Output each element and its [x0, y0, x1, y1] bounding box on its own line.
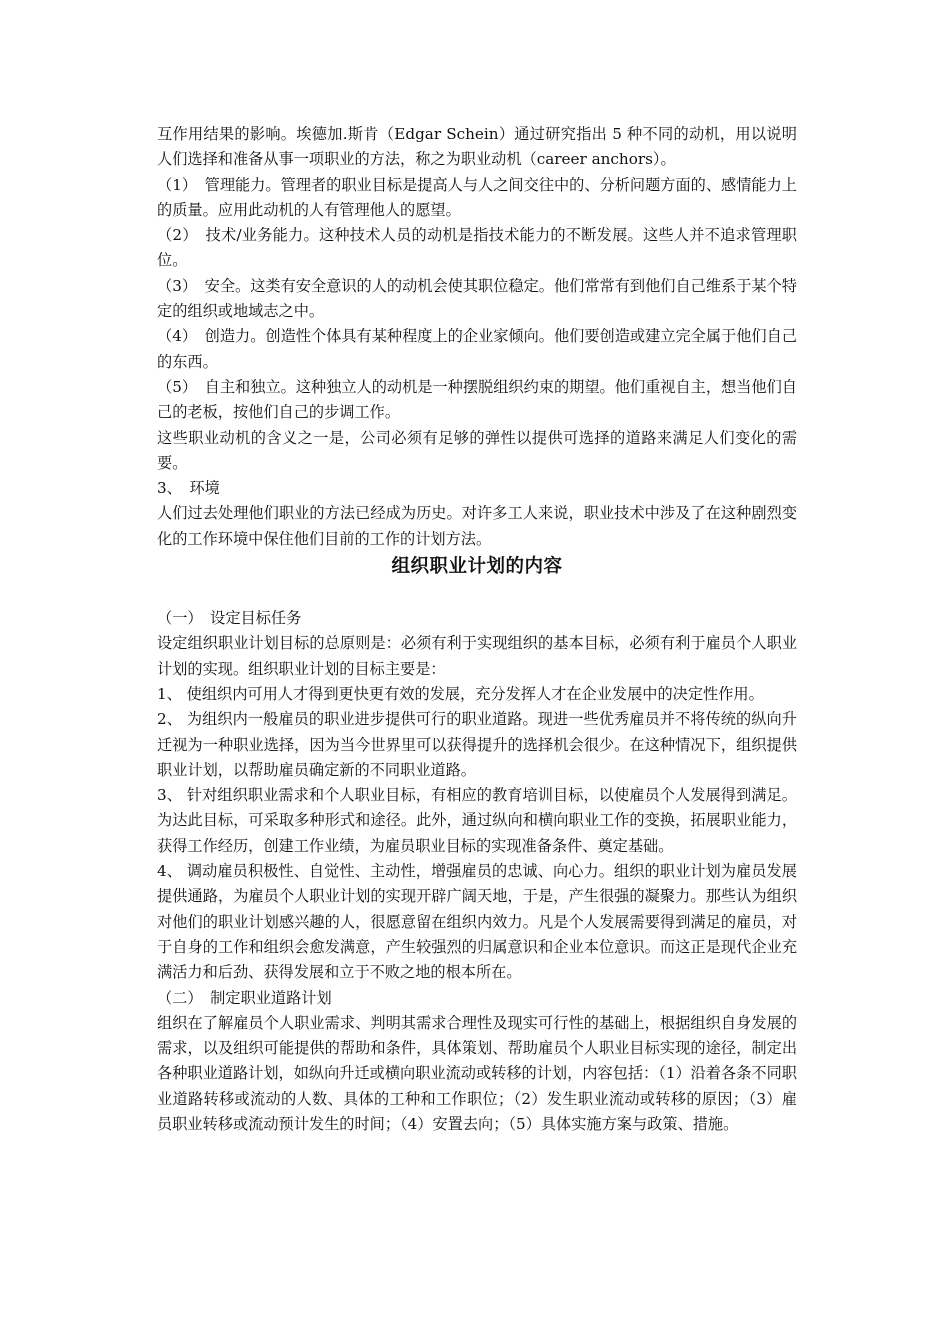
section-heading: 组织职业计划的内容 [391, 556, 563, 578]
paragraph: 组织在了解雇员个人职业需求、判明其需求合理性及现实可行性的基础上，根据组织自身发展的需求，以及组织可能提供的帮助和条件，具体策划、帮助雇员个人职业目标实现的途径，制定出各种职业道路计划，如纵向升迁或横向职业流动或转移的计划，内容包括：（1）沿着各条不同职业道路转移或流动的人数、具体的工种和工作职位；（2）发生职业流动或转移的原因；（3）雇员职业转移或流动预计发生的时间；（4）安置去向；（5）具体实施方案与政策、措施。 [157, 1013, 797, 1133]
paragraph: 这些职业动机的含义之一是，公司必须有足够的弹性以提供可选择的道路来满足人们变化的需要。 [157, 428, 797, 472]
paragraph: 设定组织职业计划目标的总原则是：必须有利于实现组织的基本目标，必须有利于雇员个人职业计划的实现。组织职业计划的目标主要是： [157, 634, 797, 678]
section-label: 3、 环境 [157, 479, 220, 498]
paragraph: 人们过去处理他们职业的方法已经成为历史。对许多工人来说，职业技术中涉及了在这种剧烈变化的工作环境中保住他们目前的工作的计划方法。 [157, 504, 797, 548]
subsection-heading: （一） 设定目标任务 [157, 609, 302, 628]
list-item: 3、 针对组织职业需求和个人职业目标，有相应的教育培训目标，以使雇员个人发展得到满足。为达此目标，可采取多种形式和途径。此外，通过纵向和横向职业工作的变换，拓展职业能力，获得工作经历，创建工作业绩，为雇员职业目标的实现准备条件、奠定基础。 [157, 786, 797, 855]
list-item: （1） 管理能力。管理者的职业目标是提高人与人之间交往中的、分析问题方面的、感情能力上的质量。应用此动机的人有管理他人的愿望。 [157, 175, 797, 219]
list-item: 4、 调动雇员积极性、自觉性、主动性，增强雇员的忠诚、向心力。组织的职业计划为雇员发展提供通路，为雇员个人职业计划的实现开辟广阔天地，于是，产生很强的凝聚力。那些认为组织对他们的职业计划感兴趣的人，很愿意留在组织内效力。凡是个人发展需要得到满足的雇员，对于自身的工作和组织会愈发满意，产生较强烈的归属意识和企业本位意识。而这正是现代企业充满活力和后劲、获得发展和立于不败之地的根本所在。 [157, 862, 797, 982]
list-item: 2、 为组织内一般雇员的职业进步提供可行的职业道路。现进一些优秀雇员并不将传统的纵向升迁视为一种职业选择，因为当今世界里可以获得提升的选择机会很少。在这种情况下，组织提供职业计划，以帮助雇员确定新的不同职业道路。 [157, 710, 797, 779]
list-item: （4） 创造力。创造性个体具有某种程度上的企业家倾向。他们要创造或建立完全属于他们自己的东西。 [157, 327, 797, 371]
paragraph: 互作用结果的影响。埃德加.斯肯（Edgar Schein）通过研究指出 5 种不同的动机，用以说明人们选择和准备从事一项职业的方法，称之为职业动机（career anchors）。 [157, 125, 797, 169]
list-item: （2） 技术/业务能力。这种技术人员的动机是指技术能力的不断发展。这些人并不追求管理职位。 [157, 226, 797, 270]
list-item: （3） 安全。这类有安全意识的人的动机会使其职位稳定。他们常常有到他们自己维系于某个特定的组织或地域志之中。 [157, 276, 797, 321]
list-item: 1、 使组织内可用人才得到更快更有效的发展，充分发挥人才在企业发展中的决定性作用。 [157, 684, 764, 703]
list-item: （5） 自主和独立。这种独立人的动机是一种摆脱组织约束的期望。他们重视自主，想当他们自己的老板，按他们自己的步调工作。 [157, 377, 797, 422]
document-page [157, 122, 797, 1137]
subsection-heading: （二） 制定职业道路计划 [157, 988, 332, 1007]
